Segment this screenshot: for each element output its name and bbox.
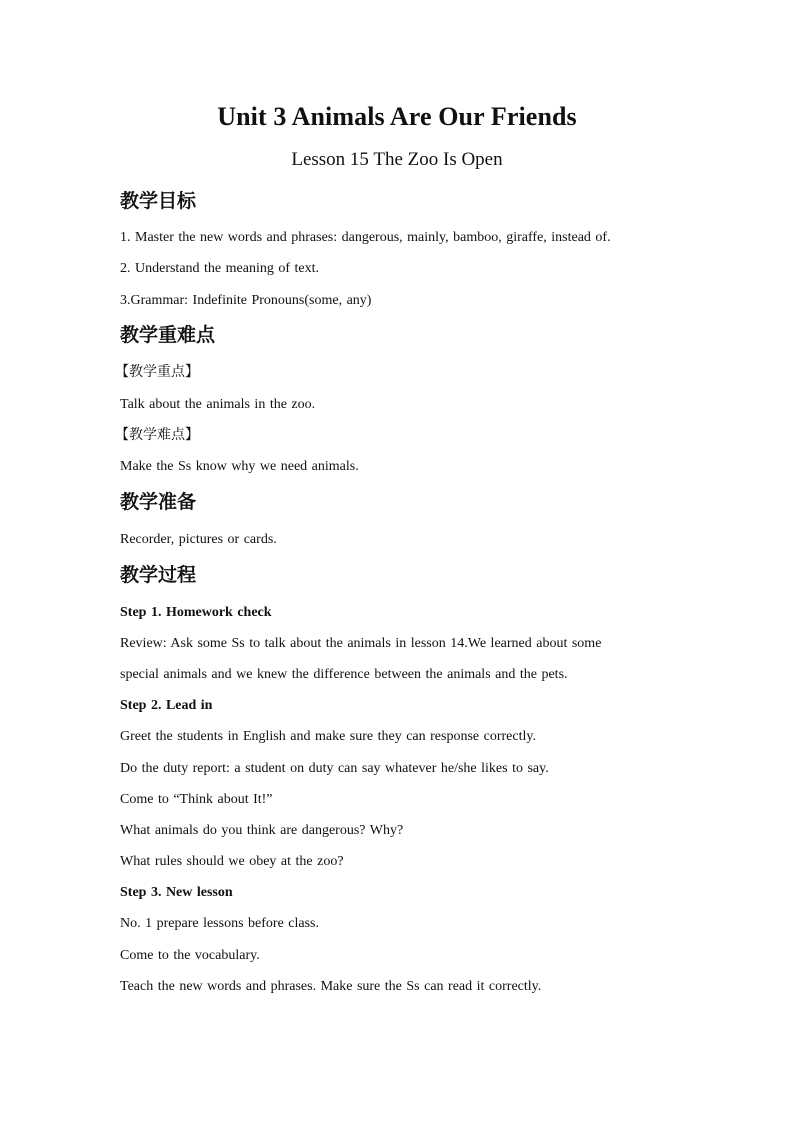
step2-title: Step 2. Lead in (120, 698, 213, 713)
step3-line: Come to the vocabulary. (120, 948, 260, 963)
preparation-text: Recorder, pictures or cards. (120, 532, 277, 547)
objective-line: 1. Master the new words and phrases: dangerous, mainly, bamboo, giraffe, instead of. (120, 230, 611, 245)
step2-line: What rules should we obey at the zoo? (120, 854, 344, 869)
step1-line: Review: Ask some Ss to talk about the animals in lesson 14.We learned about some (120, 636, 602, 651)
process-heading: 教学过程 (120, 564, 197, 586)
preparation-heading: 教学准备 (120, 491, 197, 513)
step2-line: Come to “Think about It!” (120, 792, 273, 807)
objective-line: 2. Understand the meaning of text. (120, 261, 320, 276)
step2-line: Greet the students in English and make sure they can response correctly. (120, 729, 536, 744)
difficulty-label: 【教学难点】 (115, 427, 199, 443)
objective-line: 3.Grammar: Indefinite Pronouns(some, any) (120, 293, 372, 308)
step1-title: Step 1. Homework check (120, 605, 272, 620)
objectives-heading: 教学目标 (120, 190, 197, 212)
difficulty-text: Make the Ss know why we need animals. (120, 459, 359, 474)
key-points-heading: 教学重难点 (120, 324, 216, 346)
document-title: Unit 3 Animals Are Our Friends (217, 102, 577, 131)
step2-line: What animals do you think are dangerous? Why? (120, 823, 404, 838)
lesson-subtitle: Lesson 15 The Zoo Is Open (291, 149, 503, 170)
focus-label: 【教学重点】 (115, 364, 199, 380)
step3-line: Teach the new words and phrases. Make sure the Ss can read it correctly. (120, 979, 542, 994)
focus-text: Talk about the animals in the zoo. (120, 397, 316, 412)
step2-line: Do the duty report: a student on duty can say whatever he/she likes to say. (120, 761, 549, 776)
step1-line: special animals and we knew the difference between the animals and the pets. (120, 667, 568, 682)
step3-title: Step 3. New lesson (120, 885, 233, 900)
step3-line: No. 1 prepare lessons before class. (120, 916, 319, 931)
